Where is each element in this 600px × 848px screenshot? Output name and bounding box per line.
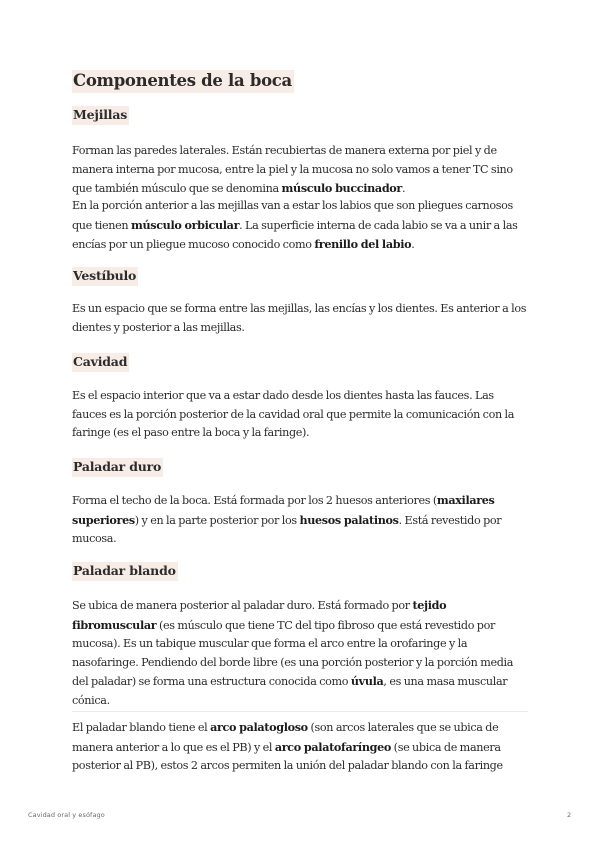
bold-term: úvula — [350, 674, 384, 688]
bold-term: frenillo del labio — [314, 237, 412, 251]
bold-term: tejido fibromuscular — [72, 598, 447, 632]
bold-term: arco palatofaríngeo — [274, 739, 391, 754]
section-heading-paladar-blando: Paladar blando — [72, 562, 178, 581]
section-heading-cavidad: Cavidad — [72, 353, 129, 372]
paragraph-divider — [72, 711, 528, 712]
bold-term: huesos palatinos — [299, 512, 399, 527]
paragraph-paladar-blando-2: El paladar blando tiene el arco palatogloso (son arcos laterales que se ubica de manera anterior a lo que es el PB) y el arco palatofaríngeo (se ubica de manera posterior al PB), estos 2 arcos permiten la unión del paladar blando con la faringe — [72, 720, 503, 772]
paragraph-vestibulo: Es un espacio que se forma entre las mejillas, las encías y los dientes. Es anterior a los dientes y posterior a las mejillas. — [72, 302, 527, 334]
paragraph-paladar-duro: Forma el techo de la boca. Está formada por los 2 huesos anteriores (maxilares superiores) y en la parte posterior por los huesos palatinos. Está revestido por mucosa. — [72, 493, 502, 545]
section-heading-mejillas: Mejillas — [72, 106, 129, 125]
bold-term: músculo buccinador — [281, 181, 402, 195]
paragraph-paladar-blando-1: Se ubica de manera posterior al paladar duro. Está formado por tejido fibromuscular (es músculo que tiene TC del tipo fibroso que está revestido por mucosa). Es un tabique muscular que forma el arco entre la orofaringe y la nasofaringe. Pendiendo del borde libre (es una porción posterior y la porción media del paladar) se forma una estructura conocida como úvula, es una masa muscular cónica. — [72, 598, 514, 707]
bold-term: músculo orbicular — [130, 217, 240, 232]
section-heading-paladar-duro: Paladar duro — [72, 458, 163, 477]
footer-page-number: 2 — [567, 811, 572, 819]
section-heading-vestibulo: Vestíbulo — [72, 267, 138, 286]
paragraph-mejillas-2: En la porción anterior a las mejillas van a estar los labios que son pliegues carnosos que tienen músculo orbicular. La superficie interna de cada labio se va a unir a las encías por un pliegue mucoso conocido como frenillo del labio. — [72, 199, 518, 251]
bold-term: arco palatogloso — [210, 720, 308, 734]
paragraph-mejillas-1: Forman las paredes laterales. Están recubiertas de manera externa por piel y de manera interna por mucosa, entre la piel y la mucosa no solo vamos a tener TC sino que también músculo que se denomina músculo buccinador. — [72, 144, 513, 195]
page-title: Componentes de la boca — [72, 70, 294, 93]
bold-term: maxilares superiores — [72, 493, 495, 527]
paragraph-cavidad: Es el espacio interior que va a estar dado desde los dientes hasta las fauces. Las fauces es la porción posterior de la cavidad oral que permite la comunicación con la faringe (es el paso entre la boca y la faringe). — [72, 389, 515, 439]
footer-document-title: Cavidad oral y esófago — [28, 811, 105, 819]
